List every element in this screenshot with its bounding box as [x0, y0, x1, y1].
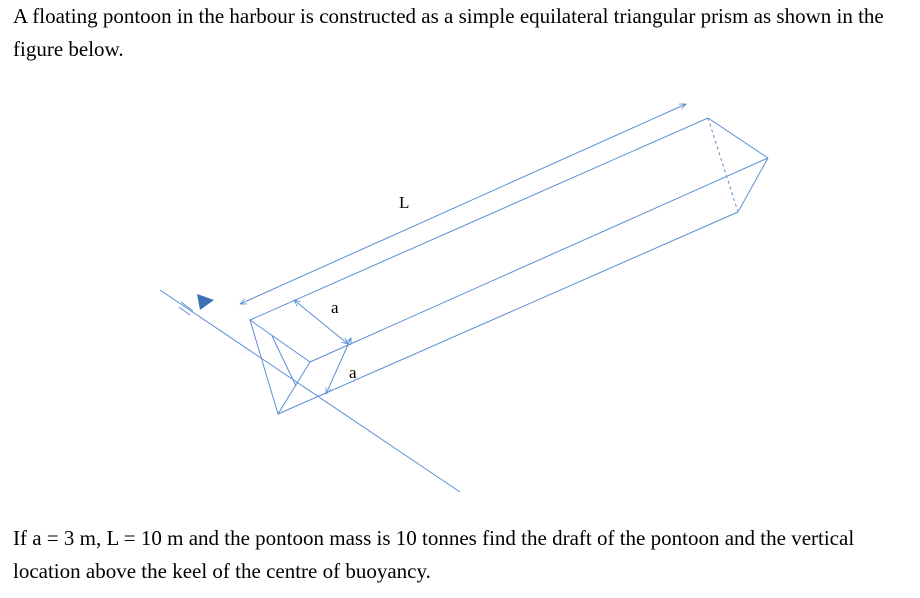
top-side-label: a [331, 298, 339, 317]
question-paragraph: If a = 3 m, L = 10 m and the pontoon mass is 10 tonnes find the draft of the pontoon and the vertical location above the keel of the centre of buoyancy. [13, 526, 855, 583]
top-back-edge [250, 118, 708, 320]
keel-edge [278, 212, 738, 414]
water-line [160, 290, 460, 492]
length-label: L [399, 193, 410, 212]
water-level-tick-2 [179, 307, 190, 315]
top-front-edge [310, 158, 768, 362]
water-level-marker-icon [197, 294, 214, 310]
far-face-top-edge [708, 118, 768, 158]
intro-paragraph: A floating pontoon in the harbour is constructed as a simple equilateral triangular prism as shown in the figure below. [13, 4, 884, 61]
top-side-dimension-arrow [294, 300, 348, 344]
lower-side-label: a [349, 363, 357, 382]
near-triangle-face [250, 320, 310, 414]
far-face-side-edge [738, 158, 768, 212]
lower-side-dimension-arrow [326, 338, 351, 394]
length-dimension-arrow [240, 104, 686, 304]
far-face-hidden-edge [708, 118, 738, 212]
